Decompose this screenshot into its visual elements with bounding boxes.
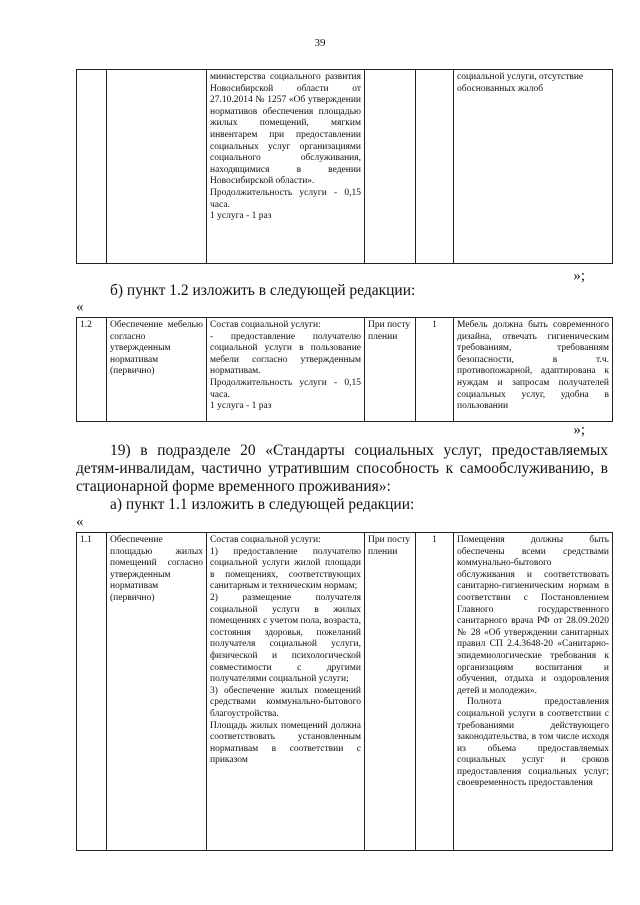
closing-quote: »; xyxy=(573,422,585,438)
standards-table-1-1 xyxy=(76,532,613,851)
content-paragraph: Состав социальной услуги: xyxy=(210,535,321,545)
heading-b: б) пункт 1.2 изложить в следующей редакции: xyxy=(110,282,416,299)
cell-count: 1 xyxy=(416,533,454,851)
cell-service-name: Обеспечение мебелью согласно утвержденным нормативам (первично) xyxy=(107,318,207,422)
content-paragraph: Состав социальной услуги: xyxy=(210,320,321,330)
cell-form xyxy=(365,70,416,264)
cell-service-content xyxy=(207,533,365,851)
closing-quote: »; xyxy=(573,268,585,284)
cell-form: При поступлении xyxy=(365,533,416,851)
content-paragraph: 1 услуга - 1 раз xyxy=(210,401,272,412)
cell-service-name: Обеспечение площадью жилых помещений согласно утвержденным нормативам (первично) xyxy=(107,533,207,851)
opening-quote: « xyxy=(76,299,84,315)
opening-quote: « xyxy=(76,514,84,530)
paragraph-19: 19) в подразделе 20 «Стандарты социальных услуг, предоставляемых детям-инвалидам, частично утратившим способность к самообслуживанию, в стационарной форме временного проживания»: xyxy=(76,442,608,495)
standards-table-1-2 xyxy=(76,317,613,422)
cell-criteria: социальной услуги, отсутствие обоснованных жалоб xyxy=(454,70,613,264)
content-paragraph: 3) обеспечение жилых помещений средствами коммунально-бытового благоустройства. xyxy=(210,685,361,719)
page-number: 39 xyxy=(314,37,326,49)
content-paragraph: министерства социального развития Новосибирской области от 27.10.2014 № 1257 «Об утверждении нормативов обеспечения площадью жилых помещений, мягким инвентарем при предоставлении социальных услуг организациями социального обслуживания, находящимися в ведении Новосибирской области». xyxy=(210,72,361,187)
cell-service-content xyxy=(207,318,365,422)
cell-service-content xyxy=(207,70,365,264)
content-paragraph: 2) размещение получателя социальной услуги в жилых помещениях с учетом пола, возраста, состояния здоровья, пожеланий получателя социальной услуги, физической и психологической совместимости с другими получателями социальной услуги; xyxy=(210,592,361,685)
cell-service-name xyxy=(107,70,207,264)
cell-count: 1 xyxy=(416,318,454,422)
criteria-paragraph: Помещения должны быть обеспечены всеми средствами коммунально-бытового обслуживания и соответствовать санитарно-гигиеническим нормам в соответствии с Постановлением Главного государственного санитарного врача РФ от 28.09.2020 № 28 «Об утверждении санитарных правил СП 2.4.3648-20 «Санитарно-эпидемиологические требования к организациям воспитания и обучения, отдыха и оздоровления детей и молодежи». xyxy=(457,535,609,696)
criteria-paragraph: Полнота предоставления социальной услуги в соответствии с требованиями действующего законодательства, в том числе исходя из объема предоставляемых социальных услуг и сроков предоставления социальных услуг; своевременность предоставления xyxy=(457,697,609,789)
cell-criteria: Мебель должна быть современного дизайна, отвечать гигиеническим требованиям, требованиям безопасности, в т.ч. противопожарной, адаптирована к нуждам и запросам получателей социальных услуг, удобна в пользовании xyxy=(454,318,613,422)
content-paragraph: 1) предоставление получателю социальной услуги жилой площади в помещениях, соответствующих санитарным и техническим нормам; xyxy=(210,546,361,592)
cell-form: При поступлении xyxy=(365,318,416,422)
cell-criteria xyxy=(454,533,613,851)
content-paragraph: 1 услуга - 1 раз xyxy=(210,211,272,222)
cell-number: 1.1 xyxy=(77,533,107,851)
content-paragraph: Площадь жилых помещений должна соответствовать установленным нормативам в соответствии с приказом xyxy=(210,720,361,766)
cell-number xyxy=(77,70,107,264)
content-paragraph: Продолжительность услуги - 0,15 часа. xyxy=(210,377,361,400)
cell-count xyxy=(416,70,454,264)
content-paragraph: Продолжительность услуги - 0,15 часа. xyxy=(210,187,361,210)
standards-table-continued xyxy=(76,69,613,264)
cell-number: 1.2 xyxy=(77,318,107,422)
content-paragraph: - предоставление получателю социальной услуги в пользование мебели согласно утвержденным нормативам. xyxy=(210,331,361,377)
heading-a: а) пункт 1.1 изложить в следующей редакции: xyxy=(110,496,415,513)
